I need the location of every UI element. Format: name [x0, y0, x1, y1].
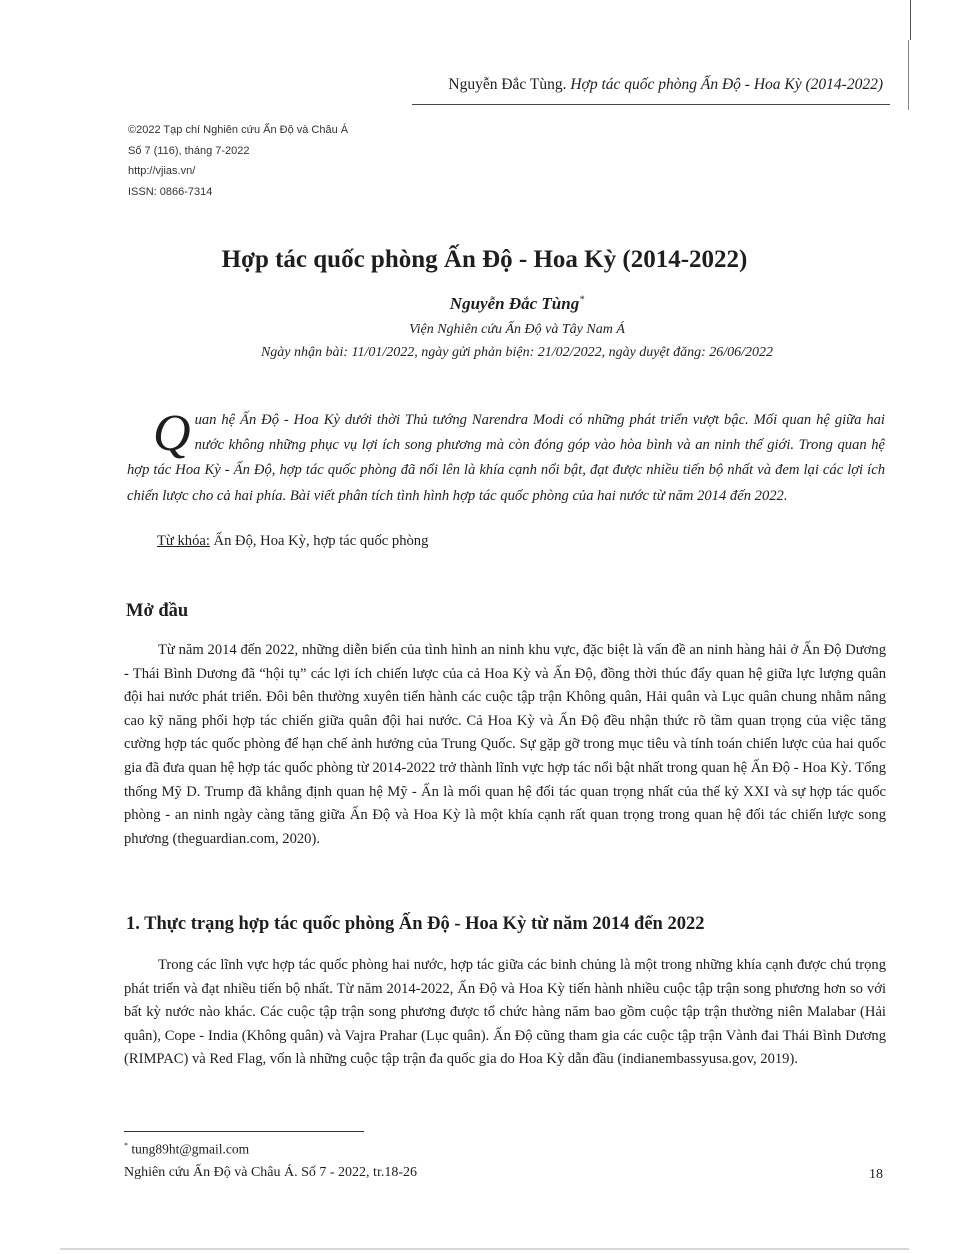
- footnote-rule: [124, 1131, 364, 1132]
- scan-edge-line: [910, 0, 911, 40]
- abstract: [127, 405, 885, 509]
- header-rule: [412, 104, 890, 105]
- issue-line: Số 7 (116), tháng 7-2022: [128, 144, 250, 157]
- keywords-value: Ấn Độ, Hoa Kỳ, hợp tác quốc phòng: [209, 533, 429, 549]
- author-affiliation: Viện Nghiên cứu Ấn Độ và Tây Nam Á: [409, 322, 625, 337]
- footnote-mark: *: [124, 1141, 128, 1150]
- author-name: [0, 294, 969, 314]
- section-1-paragraph: Trong các lĩnh vực hợp tác quốc phòng hai nước, hợp tác giữa các binh chủng là một trong những khía cạnh được chú trọng phát triển và đạt nhiều tiến bộ nhất. Từ năm 2014-2022, Ấn Độ và Hoa Kỳ tiến hành nhiều cuộc tập trận song phương hơn so với bất kỳ nước nào khác. Các cuộc tập trận song phương được tổ chức hàng năm bao gồm cuộc tập trận thường niên Malabar (Hải quân), Cope - India (Không quân) và Vajra Prahar (Lục quân). Ấn Độ cũng tham gia các cuộc tập trận Vành đai Thái Bình Dương (RIMPAC) và Red Flag, vốn là những cuộc tập trận đa quốc gia do Hoa Kỳ dẫn đầu (indianembassyusa.gov, 2019).: [124, 957, 886, 1068]
- author-footnote-mark: *: [579, 294, 585, 306]
- abstract-text: uan hệ Ấn Độ - Hoa Kỳ dưới thời Thủ tướng Narendra Modi có những phát triển vượt bậc. Mối quan hệ giữa hai nước không những phục vụ lợi ích song phương mà còn đóng góp vào hòa bình và an ninh thế giới. Trong quan hệ hợp tác Hoa Kỳ - Ấn Độ, hợp tác quốc phòng đã nổi lên là khía cạnh nổi bật, đạt được nhiều tiến bộ nhất và đem lại các lợi ích chiến lược cho cả hai phía. Bài viết phân tích tình hình hợp tác quốc phòng của hai nước từ năm 2014 đến 2022.: [127, 412, 885, 504]
- scan-bottom-line: [60, 1248, 909, 1250]
- abstract-dropcap: Q: [153, 405, 191, 462]
- keywords-label: Từ khóa:: [157, 533, 210, 549]
- section-heading-intro: Mở đầu: [126, 601, 189, 621]
- intro-paragraph: Từ năm 2014 đến 2022, những diễn biến của tình hình an ninh khu vực, đặc biệt là vấn đề an ninh hàng hải ở Ấn Độ Dương - Thái Bình Dương đã “hội tụ” các lợi ích chiến lược của cả Hoa Kỳ và Ấn Độ, đồng thời thúc đẩy quan hệ giữa lực lượng quân đội hai nước phát triển. Đôi bên thường xuyên tiến hành các cuộc tập trận Không quân, Hải quân và Lục quân chung nhằm nâng cao kỹ năng phối hợp tác chiến giữa quân đội hai nước. Cả Hoa Kỳ và Ấn Độ đều nhận thức rõ tầm quan trọng của việc tăng cường hợp tác quốc phòng để hạn chế ảnh hưởng của Trung Quốc. Sự gặp gỡ trong mục tiêu và tính toán chiến lược của hai quốc gia đã đưa quan hệ hợp tác quốc phòng từ 2014-2022 trở thành lĩnh vực hợp tác nổi bật nhất trong quan hệ Ấn Độ - Hoa Kỳ. Tổng thống Mỹ D. Trump đã khẳng định quan hệ Mỹ - Ấn là mối quan hệ đối tác quan trọng nhất của thế kỷ XXI và sự hợp tác quốc phòng - an ninh ngày càng tăng giữa Ấn Độ và Hoa Kỳ là một khía cạnh rất quan trọng trong quan hệ đối tác chiến lược song phương (theguardian.com, 2020).: [124, 642, 886, 847]
- url-line: http://vjias.vn/: [128, 165, 196, 177]
- submission-dates: Ngày nhận bài: 11/01/2022, ngày gửi phản biện: 21/02/2022, ngày duyệt đăng: 26/06/2022: [260, 345, 774, 360]
- running-head-author: Nguyễn Đắc Tùng.: [448, 76, 567, 93]
- copyright-line: ©2022 Tạp chí Nghiên cứu Ấn Độ và Châu Á: [128, 124, 349, 136]
- page-number: 18: [869, 1167, 883, 1182]
- journal-meta: [128, 120, 348, 202]
- issn-line: ISSN: 0866-7314: [128, 185, 213, 198]
- keywords: [157, 533, 428, 550]
- footnote-email: tung89ht@gmail.com: [128, 1141, 250, 1157]
- author-name-text: Nguyễn Đắc Tùng: [449, 294, 580, 313]
- footnote: [124, 1141, 249, 1158]
- running-head-title: Hợp tác quốc phòng Ấn Độ - Hoa Kỳ (2014-2022): [570, 76, 883, 93]
- section-heading-1: 1. Thực trạng hợp tác quốc phòng Ấn Độ - Hoa Kỳ từ năm 2014 đến 2022: [126, 914, 705, 934]
- article-title: Hợp tác quốc phòng Ấn Độ - Hoa Kỳ (2014-2022): [221, 246, 748, 273]
- running-head: [448, 76, 883, 94]
- journal-footer: Nghiên cứu Ấn Độ và Châu Á. Số 7 - 2022, tr.18-26: [124, 1165, 418, 1180]
- scan-edge-line: [908, 40, 909, 110]
